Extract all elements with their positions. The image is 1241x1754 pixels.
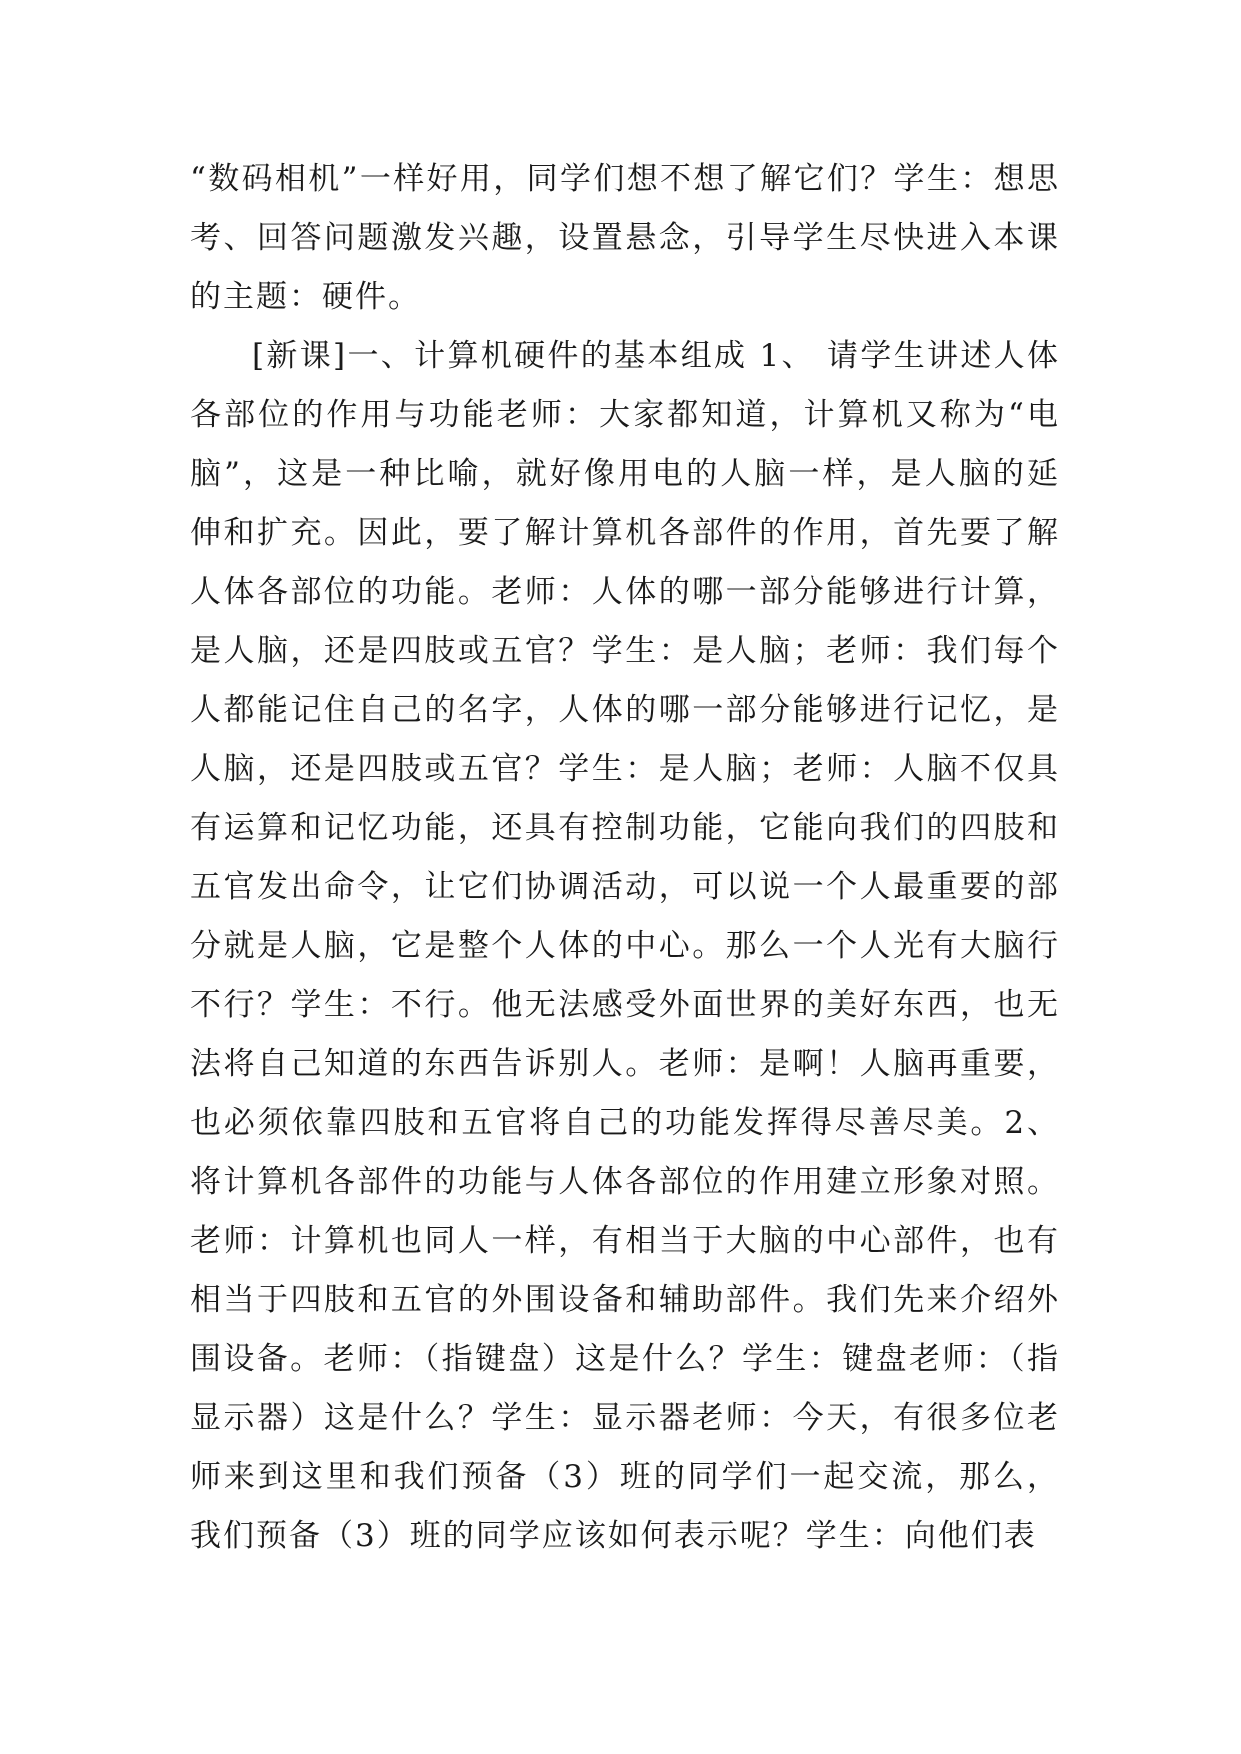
paragraph-2: [新课]一、计算机硬件的基本组成 1、 请学生讲述人体各部位的作用与功能老师：大家都知道，计算机又称为“电脑”，这是一种比喻，就好像用电的人脑一样，是人脑的延伸和扩充。因此，要了解计算机各部件的作用，首先要了解人体各部位的功能。老师：人体的哪一部分能够进行计算，是人脑，还是四肢或五官？学生：是人脑；老师：我们每个人都能记住自己的名字，人体的哪一部分能够进行记忆，是人脑，还是四肢或五官？学生：是人脑；老师：人脑不仅具有运算和记忆功能，还具有控制功能，它能向我们的四肢和五官发出命令，让它们协调活动，可以说一个人最重要的部分就是人脑，它是整个人体的中心。那么一个人光有大脑行不行？学生：不行。他无法感受外面世界的美好东西，也无法将自己知道的东西告诉别人。老师：是啊！人脑再重要，也必须依靠四肢和五官将自己的功能发挥得尽善尽美。2、将计算机各部件的功能与人体各部位的作用建立形象对照。老师：计算机也同人一样，有相当于大脑的中心部件，也有相当于四肢和五官的外围设备和辅助部件。我们先来介绍外围设备。老师：（指键盘）这是什么？学生：键盘老师：（指显示器）这是什么？学生：显示器老师：今天，有很多位老师来到这里和我们预备（3）班的同学们一起交流，那么，我们预备（3）班的同学应该如何表示呢？学生：向他们表 <box>190 338 1060 1554</box>
document-body <box>190 150 1060 1566</box>
paragraph-1: “数码相机”一样好用，同学们想不想了解它们？学生：想思考、回答问题激发兴趣，设置悬念，引导学生尽快进入本课的主题：硬件。 <box>190 161 1060 315</box>
